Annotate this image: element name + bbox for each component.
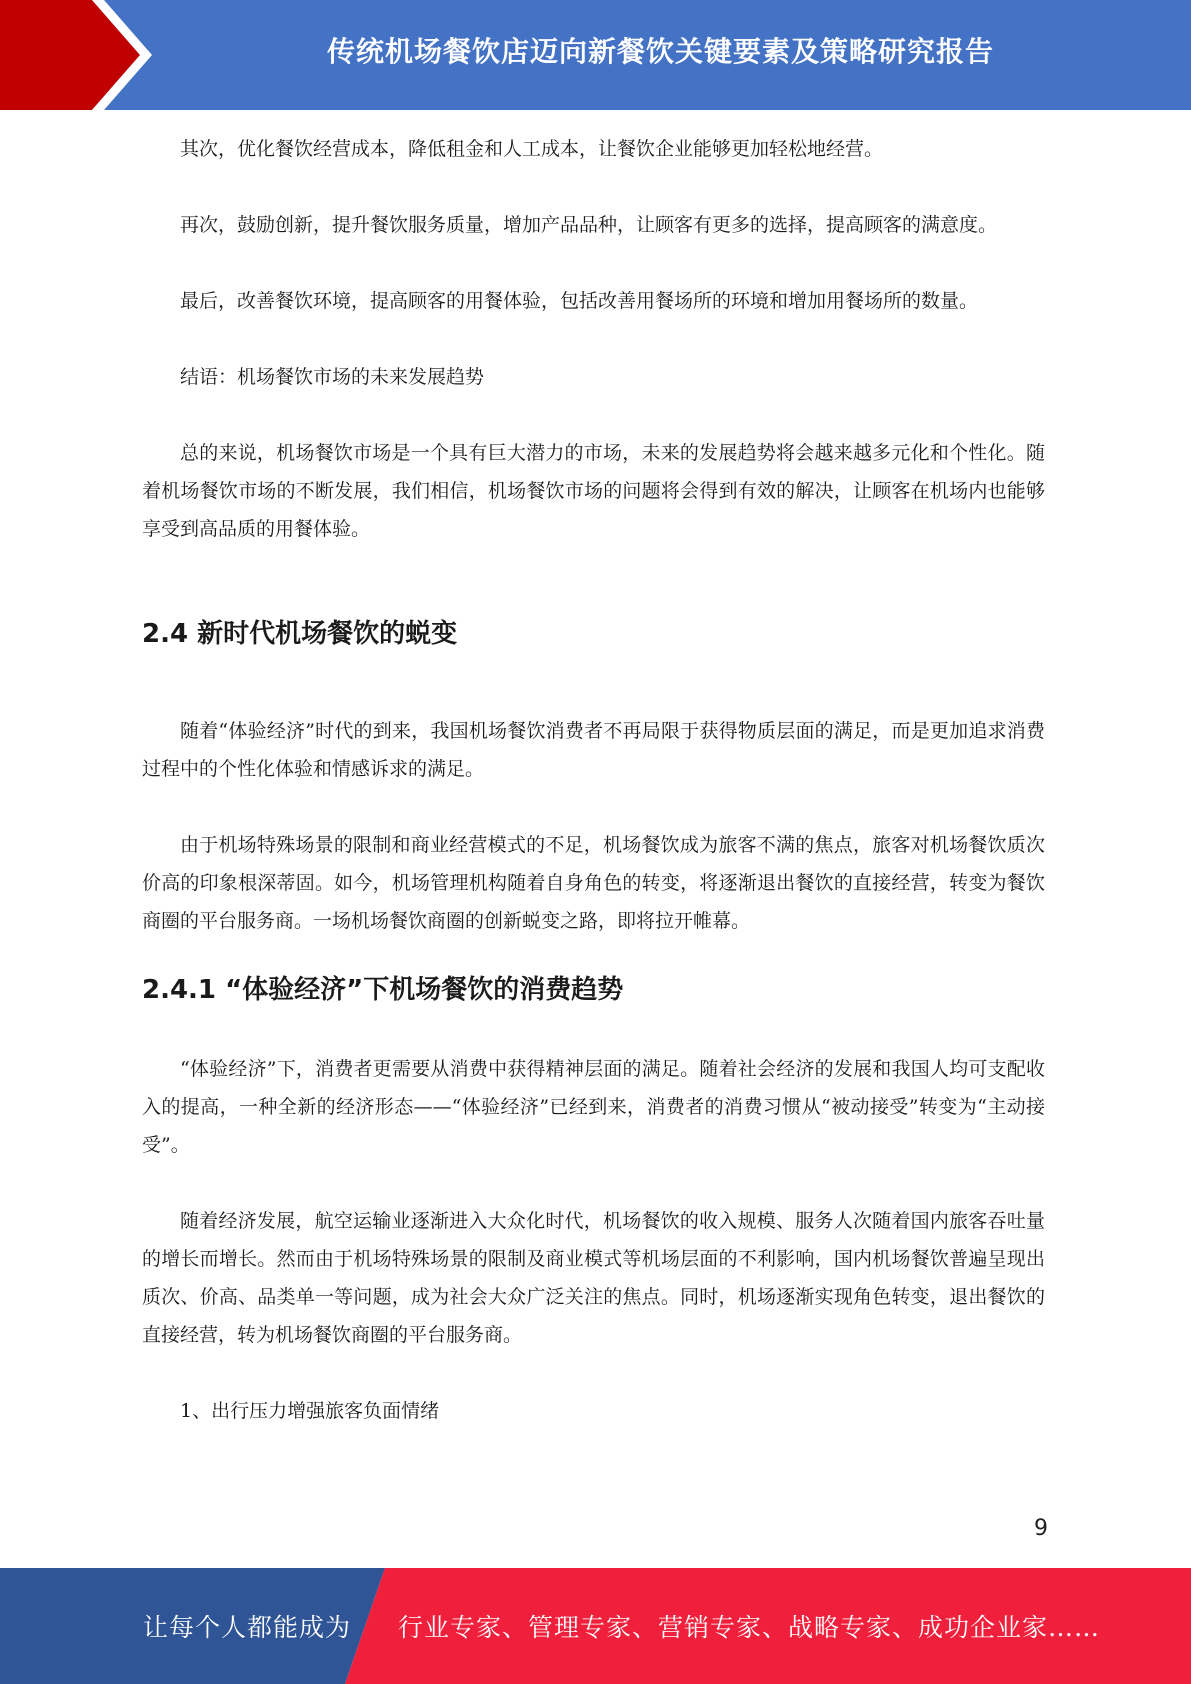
red-chevron-shape bbox=[0, 0, 140, 110]
paragraph: 随着“体验经济”时代的到来，我国机场餐饮消费者不再局限于获得物质层面的满足，而是更加追求消费过程中的个性化体验和情感诉求的满足。 bbox=[142, 720, 1045, 780]
section-heading-2-4: 2.4 新时代机场餐饮的蜕变 bbox=[142, 619, 458, 649]
paragraph: 再次，鼓励创新，提升餐饮服务质量，增加产品品种，让顾客有更多的选择，提高顾客的满意度。 bbox=[180, 214, 998, 236]
page-header bbox=[0, 0, 1191, 110]
header-chevron-decoration bbox=[0, 0, 160, 110]
header-title: 传统机场餐饮店迈向新餐饮关键要素及策略研究报告 bbox=[326, 35, 994, 68]
paragraph: 由于机场特殊场景的限制和商业经营模式的不足，机场餐饮成为旅客不满的焦点，旅客对机场餐饮质次价高的印象根深蒂固。如今，机场管理机构随着自身角色的转变，将逐渐退出餐饮的直接经营，转变为餐饮商圈的平台服务商。一场机场餐饮商圈的创新蜕变之路，即将拉开帷幕。 bbox=[142, 834, 1045, 932]
document-body bbox=[142, 130, 1045, 1430]
paragraph: 1、出行压力增强旅客负面情绪 bbox=[180, 1400, 440, 1422]
footer-slogan-right: 行业专家、管理专家、营销专家、战略专家、成功企业家…… bbox=[398, 1613, 1101, 1642]
paragraph: “体验经济”下，消费者更需要从消费中获得精神层面的满足。随着社会经济的发展和我国人均可支配收入的提高，一种全新的经济形态——“体验经济”已经到来，消费者的消费习惯从“被动接受”转变为“主动接受”。 bbox=[142, 1058, 1045, 1156]
paragraph: 结语：机场餐饮市场的未来发展趋势 bbox=[180, 366, 485, 388]
page-number: 9 bbox=[1034, 1516, 1048, 1541]
paragraph: 最后，改善餐饮环境，提高顾客的用餐体验，包括改善用餐场所的环境和增加用餐场所的数量。 bbox=[180, 290, 979, 312]
paragraph: 其次，优化餐饮经营成本，降低租金和人工成本，让餐饮企业能够更加轻松地经营。 bbox=[180, 138, 884, 160]
paragraph: 总的来说，机场餐饮市场是一个具有巨大潜力的市场，未来的发展趋势将会越来越多元化和个性化。随着机场餐饮市场的不断发展，我们相信，机场餐饮市场的问题将会得到有效的解决，让顾客在机场内也能够享受到高品质的用餐体验。 bbox=[142, 442, 1045, 540]
page-footer bbox=[0, 1568, 1191, 1684]
paragraph: 随着经济发展，航空运输业逐渐进入大众化时代，机场餐饮的收入规模、服务人次随着国内旅客吞吐量的增长而增长。然而由于机场特殊场景的限制及商业模式等机场层面的不利影响，国内机场餐饮普遍呈现出质次、价高、品类单一等问题，成为社会大众广泛关注的焦点。同时，机场逐渐实现角色转变，退出餐饮的直接经营，转为机场餐饮商圈的平台服务商。 bbox=[142, 1210, 1045, 1346]
section-heading-2-4-1: 2.4.1 “体验经济”下机场餐饮的消费趋势 bbox=[142, 975, 624, 1005]
footer-slogan-left: 让每个人都能成为 bbox=[143, 1613, 352, 1642]
